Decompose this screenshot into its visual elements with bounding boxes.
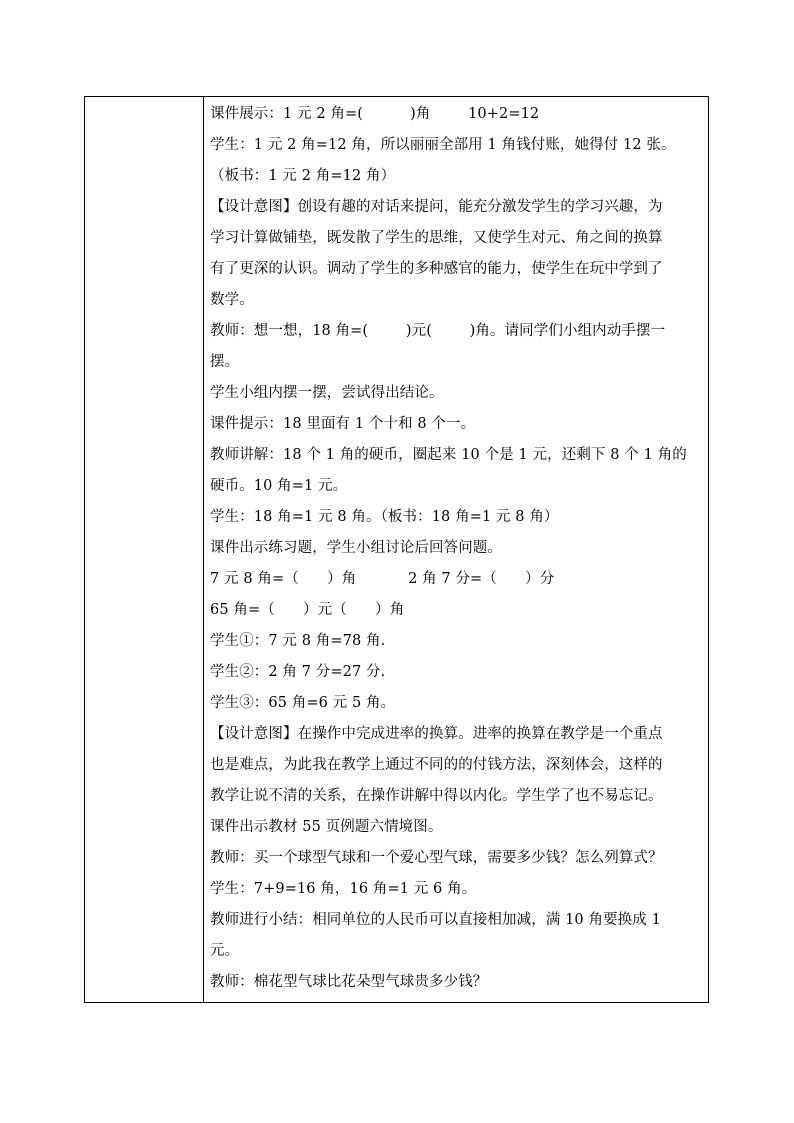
text-line: 教师讲解：18 个 1 角的硬币，圈起来 10 个是 1 元，还剩下 8 个 1 角的 bbox=[210, 447, 687, 463]
text-line: 学习计算做铺垫，既发散了学生的思维，又使学生对元、角之间的换算 bbox=[210, 230, 663, 246]
text-line: （板书：1 元 2 角=12 角） bbox=[210, 168, 396, 184]
text-line: 课件展示：1 元 2 角=( )角 10+2=12 bbox=[210, 106, 540, 122]
text-line: 教师：买一个球型气球和一个爱心型气球，需要多少钱？怎么列算式？ bbox=[210, 850, 663, 866]
text-line: 学生：7+9=16 角，16 角=1 元 6 角。 bbox=[210, 881, 477, 897]
text-line: 教师进行小结：相同单位的人民币可以直接相加减，满 10 角要换成 1 bbox=[210, 912, 661, 928]
text-line: 数学。 bbox=[210, 292, 254, 308]
text-line: 65 角=（ ）元（ ）角 bbox=[210, 602, 405, 618]
text-line: 【设计意图】在操作中完成进率的换算。进率的换算在教学是一个重点 bbox=[210, 726, 663, 742]
text-line: 学生小组内摆一摆，尝试得出结论。 bbox=[210, 385, 444, 401]
lesson-content-cell bbox=[210, 99, 704, 998]
text-line: 学生③：65 角=6 元 5 角。 bbox=[210, 695, 396, 711]
text-line: 7 元 8 角=（ ）角 2 角 7 分=（ ）分 bbox=[210, 571, 555, 587]
text-line: 课件提示：18 里面有 1 个十和 8 个一。 bbox=[210, 416, 476, 432]
text-line: 摆。 bbox=[210, 354, 240, 370]
text-line: 教学让说不清的关系，在操作讲解中得以内化。学生学了也不易忘记。 bbox=[210, 788, 663, 804]
text-line: 学生：1 元 2 角=12 角，所以丽丽全部用 1 角钱付账，她得付 12 张。 bbox=[210, 137, 676, 153]
text-line: 课件出示教材 55 页例题六情境图。 bbox=[210, 819, 443, 835]
text-line: 硬币。10 角=1 元。 bbox=[210, 478, 348, 494]
text-line: 课件出示练习题，学生小组讨论后回答问题。 bbox=[210, 540, 502, 556]
text-line: 有了更深的认识。调动了学生的多种感官的能力，使学生在玩中学到了 bbox=[210, 261, 663, 277]
text-line: 学生：18 角=1 元 8 角。（板书：18 角=1 元 8 角） bbox=[210, 509, 559, 525]
column-divider bbox=[203, 97, 204, 1002]
text-line: 教师：棉花型气球比花朵型气球贵多少钱？ bbox=[210, 974, 488, 990]
lesson-table bbox=[84, 96, 709, 1003]
text-line: 教师：想一想，18 角=( )元( )角。请同学们小组内动手摆一 bbox=[210, 323, 666, 339]
text-line: 元。 bbox=[210, 943, 240, 959]
text-line: 学生①：7 元 8 角=78 角. bbox=[210, 633, 386, 649]
text-line: 【设计意图】创设有趣的对话来提问，能充分激发学生的学习兴趣，为 bbox=[210, 199, 663, 215]
text-line: 也是难点，为此我在教学上通过不同的的付钱方法，深刻体会，这样的 bbox=[210, 757, 663, 773]
text-line: 学生②：2 角 7 分=27 分. bbox=[210, 664, 386, 680]
